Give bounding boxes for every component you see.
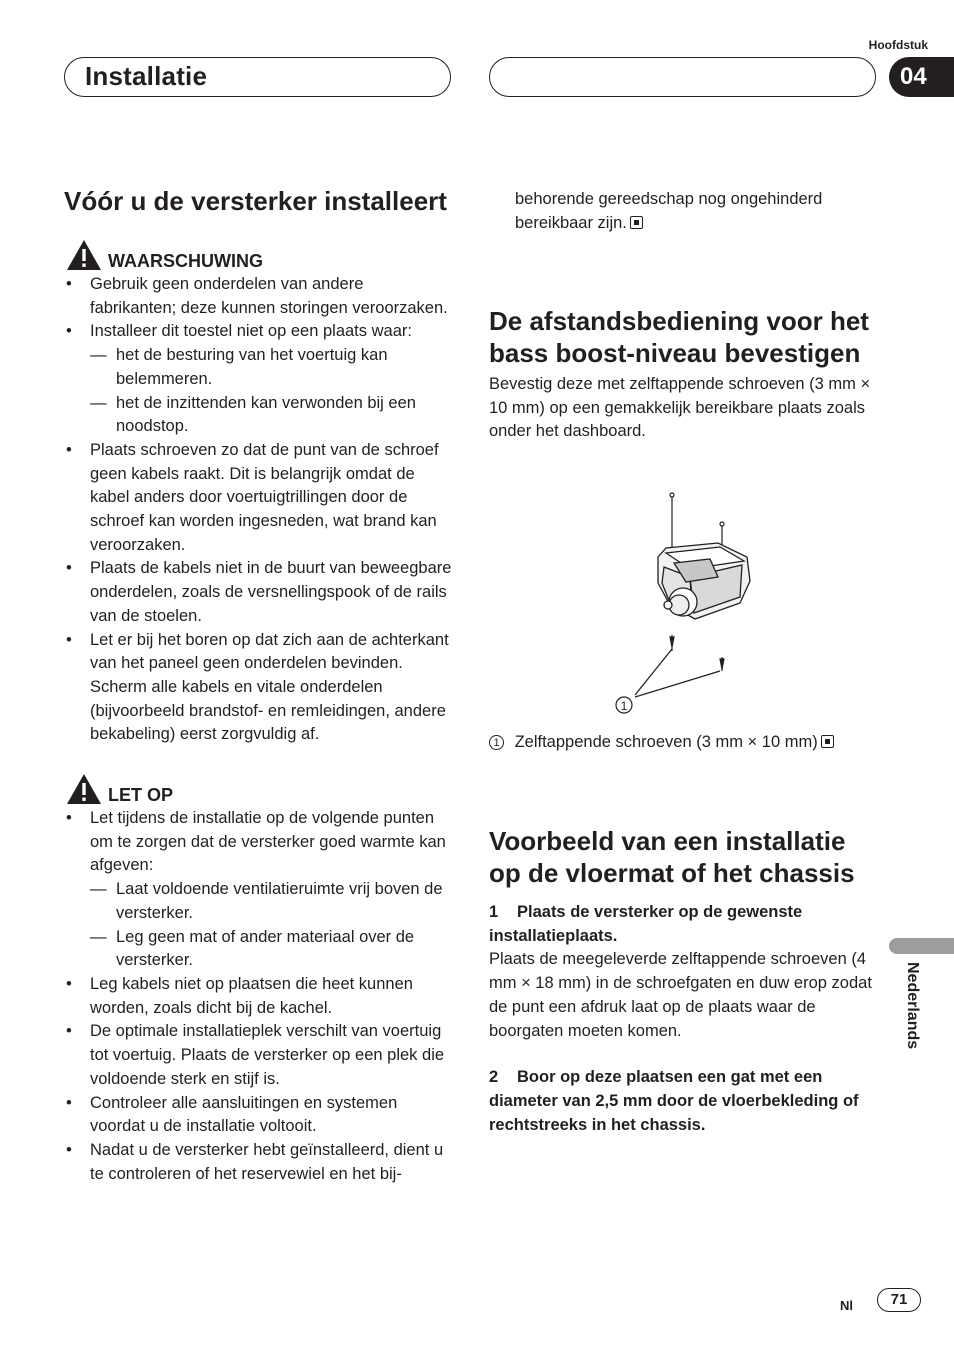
chapter-header-pill	[489, 57, 876, 97]
list-subitem: — Leg geen mat of ander materiaal over de versterker.	[90, 926, 452, 973]
heading-remote: De afstandsbediening voor het bass boost-niveau bevestigen	[489, 306, 869, 368]
list-subitem: — het de inzittenden kan verwonden bij een noodstop.	[90, 392, 452, 439]
callout-number: 1	[620, 699, 628, 713]
list-item: • Nadat u de versterker hebt geïnstalleerd, dient u te controleren of het reservewiel en het bij-	[64, 1139, 452, 1186]
list-item: • Controleer alle aansluitingen en systemen voordat u de installatie voltooit.	[64, 1092, 452, 1139]
callout-lines	[635, 649, 720, 697]
list-item: • Let er bij het boren op dat zich aan de achterkant van het paneel geen onderdelen bevinden. Scherm alle kabels en vitale onderdelen (bijvoorbeeld brandstof- en remleidingen, andere bekabeling) eerst zorgvuldig af.	[64, 629, 452, 748]
warning-label: WAARSCHUWING	[108, 251, 263, 271]
section-title: Installatie	[85, 61, 208, 91]
step-1-title: 1 Plaats de versterker op de gewenste installatieplaats.	[489, 903, 803, 945]
language-tab	[889, 938, 954, 954]
heading-example: Voorbeeld van een installatie op de vloermat of het chassis	[489, 826, 855, 888]
heading-before-install: Vóór u de versterker installeert	[64, 186, 447, 216]
step-2-title: 2 Boor op deze plaatsen een gat met een diameter van 2,5 mm door de vloerbekleding of rechtstreeks in het chassis.	[489, 1068, 859, 1134]
list-item: • Plaats de kabels niet in de buurt van beweegbare onderdelen, zoals de versnellingspook of de rails van de stoelen.	[64, 557, 452, 628]
list-item: • Plaats schroeven zo dat de punt van de schroef geen kabels raakt. Dit is belangrijk omdat de kabel anders door voertuigtrillingen door de schroef kan worden ingesneden, wat brand kan veroorzaken.	[64, 439, 452, 558]
remote-section	[489, 305, 879, 444]
warning-block	[64, 237, 452, 747]
list-item: • Leg kabels niet op plaatsen die heet kunnen worden, zoals dicht bij de kachel.	[64, 973, 452, 1020]
illustration-caption: 1 Zelftappende schroeven (3 mm × 10 mm)	[489, 731, 879, 755]
language-code: Nl	[840, 1298, 853, 1313]
caution-label: LET OP	[108, 785, 174, 806]
step-1-body: Plaats de meegeleverde zelftappende schroeven (4 mm × 18 mm) in de schroefgaten en duw erop zodat de punt een afdruk laat op de plaats waar de boorgaten moeten komen.	[489, 950, 872, 1040]
end-mark-icon	[630, 216, 643, 229]
remote-mounting-illustration	[600, 485, 770, 725]
example-section	[489, 825, 879, 1137]
caution-block	[64, 771, 452, 1186]
warning-icon	[66, 239, 102, 271]
end-mark-icon	[821, 735, 834, 748]
list-subitem: — het de besturing van het voertuig kan belemmeren.	[90, 344, 452, 391]
remote-body-shape	[658, 543, 750, 619]
page-number: 71	[877, 1288, 921, 1312]
list-item: • De optimale installatieplek verschilt van voertuig tot voertuig. Plaats de versterker op een plek die voldoende sterk en stijf is.	[64, 1020, 452, 1091]
chapter-number: 04	[889, 57, 954, 97]
hoofdstuk-label: Hoofdstuk	[868, 38, 928, 52]
list-subitem: — Laat voldoende ventilatieruimte vrij boven de versterker.	[90, 878, 452, 925]
list-item: • Gebruik geen onderdelen van andere fabrikanten; deze kunnen storingen veroorzaken.	[64, 273, 452, 320]
list-item: • Let tijdens de installatie op de volgende punten om te zorgen dat de versterker goed warmte kan afgeven: — Laat voldoende ventilatieruimte vrij boven de versterker. — Leg geen mat of ander materiaal over de versterker.	[64, 807, 452, 973]
caution-icon	[66, 773, 102, 805]
screw-icon	[670, 635, 724, 671]
caption-number: 1	[489, 735, 504, 750]
list-item: • Installeer dit toestel niet op een plaats waar: — het de besturing van het voertuig kan belemmeren. — het de inzittenden kan verwonden bij een noodstop.	[64, 320, 452, 439]
continuation-text: behorende gereedschap nog ongehinderd bereikbaar zijn.	[515, 190, 823, 232]
remote-body: Bevestig deze met zelftappende schroeven (3 mm × 10 mm) op een gemakkelijk bereikbare plaats zoals onder het dashboard.	[489, 375, 871, 441]
language-label: Nederlands	[904, 962, 921, 1050]
left-column	[64, 185, 452, 1186]
